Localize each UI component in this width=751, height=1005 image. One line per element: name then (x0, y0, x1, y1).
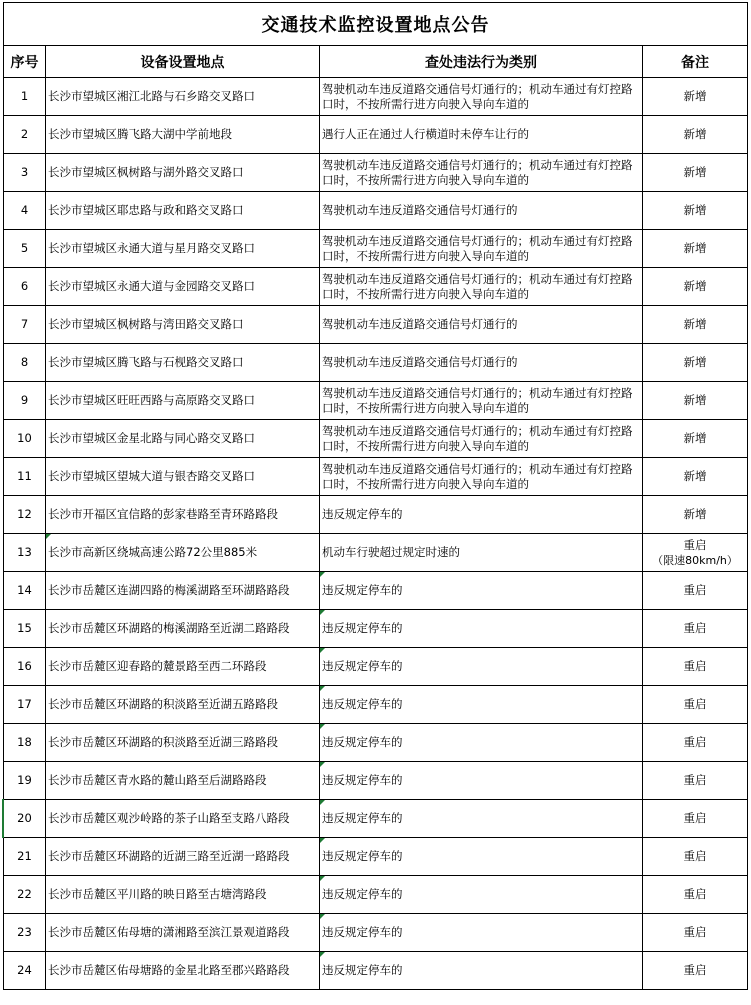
note-status: 重启 (683, 537, 707, 552)
location-cell[interactable]: 长沙市望城区永通大道与星月路交叉路口 (46, 230, 320, 268)
violation-cell[interactable]: 违反规定停车的 (320, 610, 643, 648)
row-number-cell[interactable]: 24 (4, 952, 46, 990)
table-row (4, 762, 748, 800)
violation-cell[interactable]: 违反规定停车的 (320, 724, 643, 762)
table-row (4, 914, 748, 952)
row-number-cell[interactable]: 3 (4, 154, 46, 192)
location-cell[interactable]: 长沙市岳麓区平川路的映日路至古塘湾路段 (46, 876, 320, 914)
header-row (4, 46, 748, 78)
violation-cell[interactable]: 驾驶机动车违反道路交通信号灯通行的；机动车通过有灯控路口时，不按所需行进方向驶入导向车道的 (320, 268, 643, 306)
note-cell[interactable]: 重启 (643, 914, 748, 952)
table-row (4, 838, 748, 876)
note-cell[interactable]: 重启 (643, 838, 748, 876)
row-number-cell[interactable]: 13 (4, 534, 46, 572)
table-row (4, 230, 748, 268)
violation-cell[interactable]: 驾驶机动车违反道路交通信号灯通行的；机动车通过有灯控路口时，不按所需行进方向驶入导向车道的 (320, 420, 643, 458)
note-cell[interactable]: 新增 (643, 230, 748, 268)
row-number-cell[interactable]: 21 (4, 838, 46, 876)
table-row (4, 420, 748, 458)
violation-cell[interactable]: 驾驶机动车违反道路交通信号灯通行的 (320, 192, 643, 230)
violation-cell[interactable]: 违反规定停车的 (320, 876, 643, 914)
location-cell[interactable]: 长沙市望城区耶忠路与政和路交叉路口 (46, 192, 320, 230)
table-row (4, 154, 748, 192)
location-cell[interactable]: 长沙市岳麓区观沙岭路的茶子山路至支路八路段 (46, 800, 320, 838)
location-cell[interactable]: 长沙市岳麓区连湖四路的梅溪湖路至环湖路路段 (46, 572, 320, 610)
table-row (4, 686, 748, 724)
note-cell[interactable]: 新增 (643, 154, 748, 192)
row-number-cell[interactable]: 19 (4, 762, 46, 800)
note-speed-limit: （限速80km/h） (652, 553, 738, 567)
violation-cell[interactable]: 驾驶机动车违反道路交通信号灯通行的；机动车通过有灯控路口时，不按所需行进方向驶入导向车道的 (320, 78, 643, 116)
row-number-cell[interactable]: 5 (4, 230, 46, 268)
note-cell[interactable]: 重启 (643, 876, 748, 914)
row-number-cell[interactable]: 18 (4, 724, 46, 762)
note-cell[interactable]: 新增 (643, 268, 748, 306)
violation-cell[interactable]: 违反规定停车的 (320, 686, 643, 724)
row-number-cell[interactable]: 2 (4, 116, 46, 154)
row-number-cell[interactable]: 4 (4, 192, 46, 230)
violation-cell[interactable]: 遇行人正在通过人行横道时未停车让行的 (320, 116, 643, 154)
table-row (4, 306, 748, 344)
location-cell[interactable]: 长沙市岳麓区青水路的麓山路至后湖路路段 (46, 762, 320, 800)
location-cell[interactable]: 长沙市望城区腾飞路与石枧路交叉路口 (46, 344, 320, 382)
violation-cell[interactable]: 机动车行驶超过规定时速的 (320, 534, 643, 572)
violation-cell[interactable]: 驾驶机动车违反道路交通信号灯通行的；机动车通过有灯控路口时，不按所需行进方向驶入导向车道的 (320, 458, 643, 496)
location-cell[interactable]: 长沙市岳麓区佑母塘路的金星北路至郡兴路路段 (46, 952, 320, 990)
location-cell[interactable]: 长沙市望城区湘江北路与石乡路交叉路口 (46, 78, 320, 116)
row-number-cell[interactable]: 12 (4, 496, 46, 534)
violation-cell[interactable]: 违反规定停车的 (320, 496, 643, 534)
header-violation[interactable]: 查处违法行为类别 (320, 46, 643, 78)
title-row (4, 3, 748, 46)
note-cell[interactable]: 重启 (643, 686, 748, 724)
note-cell[interactable]: 重启 (643, 610, 748, 648)
row-number-cell[interactable]: 20 (4, 800, 46, 838)
table-row (4, 876, 748, 914)
note-cell[interactable]: 新增 (643, 458, 748, 496)
location-cell[interactable]: 长沙市望城区旺旺西路与高原路交叉路口 (46, 382, 320, 420)
table-row (4, 496, 748, 534)
location-cell[interactable]: 长沙市望城区枫树路与湾田路交叉路口 (46, 306, 320, 344)
monitoring-location-table (3, 2, 748, 990)
table-row (4, 458, 748, 496)
note-cell[interactable]: 新增 (643, 78, 748, 116)
note-cell[interactable]: 新增 (643, 420, 748, 458)
table-row (4, 952, 748, 990)
note-cell[interactable]: 新增 (643, 192, 748, 230)
violation-cell[interactable]: 违反规定停车的 (320, 952, 643, 990)
location-cell[interactable]: 长沙市岳麓区环湖路的近湖三路至近湖一路路段 (46, 838, 320, 876)
violation-cell[interactable]: 驾驶机动车违反道路交通信号灯通行的；机动车通过有灯控路口时，不按所需行进方向驶入导向车道的 (320, 230, 643, 268)
note-cell[interactable]: 重启 (643, 952, 748, 990)
violation-cell[interactable]: 驾驶机动车违反道路交通信号灯通行的；机动车通过有灯控路口时，不按所需行进方向驶入导向车道的 (320, 154, 643, 192)
note-cell[interactable]: 新增 (643, 382, 748, 420)
table-row (4, 610, 748, 648)
note-cell[interactable]: 重启 (643, 800, 748, 838)
location-cell[interactable]: 长沙市望城区永通大道与金园路交叉路口 (46, 268, 320, 306)
row-number-cell[interactable]: 6 (4, 268, 46, 306)
violation-cell[interactable]: 驾驶机动车违反道路交通信号灯通行的；机动车通过有灯控路口时，不按所需行进方向驶入导向车道的 (320, 382, 643, 420)
violation-cell[interactable]: 违反规定停车的 (320, 914, 643, 952)
location-cell[interactable]: 长沙市岳麓区环湖路的梅溪湖路至近湖二路路段 (46, 610, 320, 648)
row-number-cell[interactable]: 1 (4, 78, 46, 116)
row-number-cell[interactable]: 16 (4, 648, 46, 686)
note-cell[interactable]: 重启 (643, 572, 748, 610)
table-row (4, 534, 748, 572)
violation-cell[interactable]: 违反规定停车的 (320, 800, 643, 838)
row-number-cell[interactable]: 23 (4, 914, 46, 952)
location-cell[interactable]: 长沙市岳麓区迎春路的麓景路至西二环路段 (46, 648, 320, 686)
violation-cell[interactable]: 违反规定停车的 (320, 648, 643, 686)
announcement-sheet (3, 2, 747, 990)
row-number-cell[interactable]: 8 (4, 344, 46, 382)
location-cell[interactable]: 长沙市望城区望城大道与银杏路交叉路口 (46, 458, 320, 496)
row-number-cell[interactable]: 22 (4, 876, 46, 914)
row-number-cell[interactable]: 11 (4, 458, 46, 496)
violation-cell[interactable]: 违反规定停车的 (320, 762, 643, 800)
header-no[interactable]: 序号 (4, 46, 46, 78)
note-cell[interactable]: 新增 (643, 306, 748, 344)
note-cell[interactable]: 新增 (643, 116, 748, 154)
table-row (4, 192, 748, 230)
location-cell[interactable]: 长沙市岳麓区环湖路的积淡路至近湖三路路段 (46, 724, 320, 762)
row-number-cell[interactable]: 15 (4, 610, 46, 648)
row-number-cell[interactable]: 14 (4, 572, 46, 610)
table-row (4, 800, 748, 838)
location-cell[interactable]: 长沙市开福区宜信路的彭家巷路至青环路路段 (46, 496, 320, 534)
row-number-cell[interactable]: 10 (4, 420, 46, 458)
location-cell[interactable]: 长沙市望城区枫树路与湖外路交叉路口 (46, 154, 320, 192)
location-cell[interactable]: 长沙市岳麓区佑母塘的潇湘路至滨江景观道路段 (46, 914, 320, 952)
violation-cell[interactable]: 驾驶机动车违反道路交通信号灯通行的 (320, 344, 643, 382)
table-row (4, 648, 748, 686)
page-title[interactable]: 交通技术监控设置地点公告 (4, 3, 748, 46)
location-cell[interactable]: 长沙市望城区金星北路与同心路交叉路口 (46, 420, 320, 458)
table-row (4, 116, 748, 154)
header-location[interactable]: 设备设置地点 (46, 46, 320, 78)
note-cell[interactable]: 重启 (643, 648, 748, 686)
row-number-cell[interactable]: 17 (4, 686, 46, 724)
note-cell[interactable]: 新增 (643, 344, 748, 382)
note-cell[interactable]: 新增 (643, 496, 748, 534)
note-cell[interactable] (643, 534, 748, 572)
table-row (4, 572, 748, 610)
table-row (4, 724, 748, 762)
header-note[interactable]: 备注 (643, 46, 748, 78)
note-cell[interactable]: 重启 (643, 724, 748, 762)
row-number-cell[interactable]: 9 (4, 382, 46, 420)
row-number-cell[interactable]: 7 (4, 306, 46, 344)
location-cell[interactable]: 长沙市岳麓区环湖路的积淡路至近湖五路路段 (46, 686, 320, 724)
note-cell[interactable]: 重启 (643, 762, 748, 800)
violation-cell[interactable]: 违反规定停车的 (320, 572, 643, 610)
table-row (4, 78, 748, 116)
table-row (4, 382, 748, 420)
table-row (4, 268, 748, 306)
violation-cell[interactable]: 违反规定停车的 (320, 838, 643, 876)
table-row (4, 344, 748, 382)
location-cell[interactable]: 长沙市望城区腾飞路大湖中学前地段 (46, 116, 320, 154)
violation-cell[interactable]: 驾驶机动车违反道路交通信号灯通行的 (320, 306, 643, 344)
location-cell[interactable]: 长沙市高新区绕城高速公路72公里885米 (46, 534, 320, 572)
